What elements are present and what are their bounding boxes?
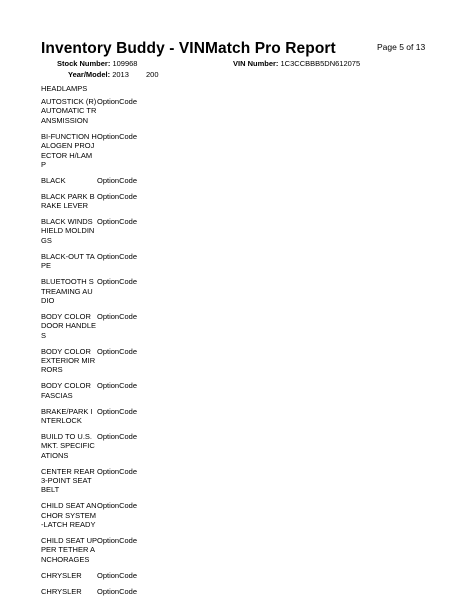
option-description: CHILD SEAT UPPER TETHER ANCHORAGES [41,536,97,564]
stock-number [57,59,137,68]
option-row [41,381,241,400]
option-description: BLACK-OUT TAPE [41,251,95,271]
option-list [41,97,241,603]
option-description: CHRYSLER [41,570,82,580]
option-row [41,277,241,305]
option-description: CHILD SEAT ANCHOR SYSTEM-LATCH READY [41,501,97,530]
option-row [41,252,241,271]
option-row [41,587,241,596]
model-value: 200 [146,70,159,79]
option-description: BODY COLOR DOOR HANDLES [41,311,97,340]
option-row [41,501,241,529]
page-number: Page 5 of 13 [377,42,426,52]
option-code: OptionCode [97,381,138,391]
option-row [41,97,241,125]
option-code: OptionCode [97,466,138,476]
option-code: OptionCode [97,175,138,185]
option-description: CENTER REAR 3-POINT SEAT BELT [41,466,95,495]
option-code: OptionCode [97,536,138,546]
option-description: BRAKE/PARK INTERLOCK [41,406,93,425]
option-row [41,536,241,564]
option-row [41,347,241,375]
option-description: BLUETOOTH STREAMING AUDIO [41,277,94,305]
stock-number-value: 109968 [112,59,138,68]
option-description: BI-FUNCTION HALOGEN PROJECTOR H/LAMP [41,131,97,169]
option-row [41,467,241,495]
option-description: BLACK WINDSHIELD MOLDINGS [41,217,95,245]
option-code: OptionCode [97,501,138,511]
year-model [68,70,129,79]
option-code: OptionCode [97,251,138,261]
option-code: OptionCode [97,406,138,416]
option-code: OptionCode [97,131,138,141]
vin-number-value: 1C3CCBBB5DN612075 [280,59,361,68]
option-description: BLACK [41,175,66,185]
option-description: BUILD TO U.S. MKT. SPECIFICATIONS [41,431,95,460]
option-code: OptionCode [97,311,138,321]
option-code: OptionCode [97,277,138,287]
option-row [41,192,241,211]
option-code: OptionCode [97,586,138,596]
option-description: BODY COLOR EXTERIOR MIRRORS [41,346,96,375]
stock-number-label: Stock Number: [57,59,111,68]
year-model-label: Year/Model: [68,70,111,79]
option-description: BLACK PARK BRAKE LEVER [41,191,95,211]
option-code: OptionCode [97,570,138,580]
option-row [41,432,241,460]
option-description: AUTOSTICK (R) AUTOMATIC TRANSMISSION [41,97,97,125]
option-code: OptionCode [97,346,138,356]
option-row [41,571,241,580]
option-code: OptionCode [97,97,138,106]
vin-number [233,59,360,68]
option-code: OptionCode [97,431,138,441]
option-row [41,407,241,426]
vin-number-label: VIN Number: [233,59,279,68]
option-description: BODY COLOR FASCIAS [41,381,91,400]
option-row [41,312,241,340]
option-row [41,132,241,170]
option-code: OptionCode [97,217,138,227]
option-code: OptionCode [97,191,138,201]
section-title: HEADLAMPS [41,84,88,93]
year-value: 2013 [112,70,129,79]
option-description: CHRYSLER [41,586,82,596]
option-row [41,176,241,185]
report-title: Inventory Buddy - VINMatch Pro Report [41,40,336,57]
option-row [41,217,241,245]
